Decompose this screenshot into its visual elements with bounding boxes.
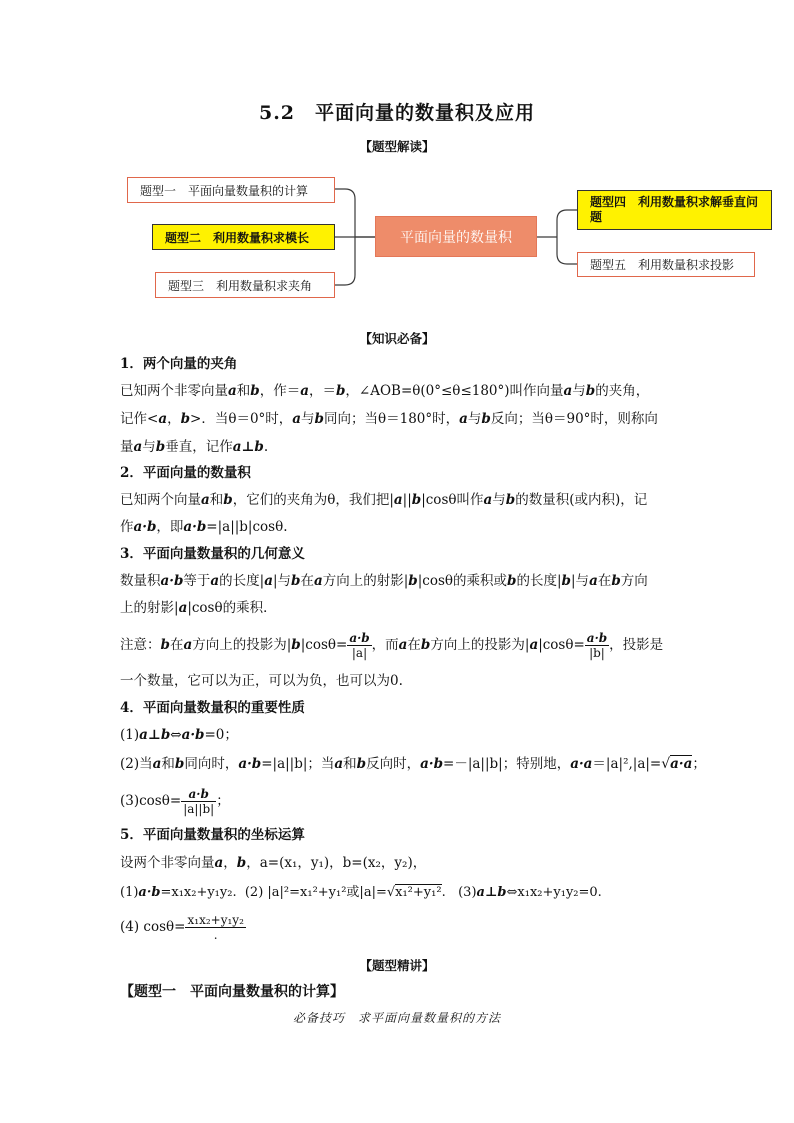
skill-caption: 必备技巧 求平面向量数量积的方法 — [292, 1011, 501, 1025]
mindmap-node-label: 题型五 利用数量积求投影 — [590, 258, 735, 272]
fraction-projection-b-on-a: $\frac{a\cdot b}{|a|}$ — [349, 631, 370, 660]
k5-line3: (4) cosθ= $\frac{\text{x₁x₂+y₁y₂}}{.}$ — [120, 913, 244, 942]
k1-line2: 记作<a，b>．当θ＝0°时，a与b同向；当θ＝180°时，a与b反向；当θ＝90°时，则称向 — [120, 411, 658, 427]
fraction-cos-theta: $\frac{a\cdot b}{|a||b|}$ — [183, 787, 215, 816]
k3-line1: 数量积a·b等于a的长度|a|与b在a方向上的射影|b|cosθ的乘积或b的长度|b|与a在b方向 — [120, 573, 648, 589]
k3-note: 注意：b在a方向上的投影为|b|cosθ= $\frac{a\cdot b}{|a|}$ ，而a在b方向上的投影为|a|cosθ= $\frac{a\cdot b}{|b|}$ ，投影是 — [120, 631, 664, 660]
mindmap-node-type2 — [152, 224, 335, 250]
mindmap-node-type3 — [155, 272, 335, 298]
mindmap-node-label: 题型二 利用数量积求模长 — [165, 230, 310, 245]
k5-line1: 设两个非零向量a，b，a=(x₁，y₁)，b=(x₂，y₂)， — [120, 855, 427, 871]
mindmap-node-label: 题型四 利用数量积求解垂直问题 — [590, 195, 759, 224]
k2-line2: 作a·b，即a·b=|a||b|cosθ. — [120, 519, 288, 535]
k4-prop3: (3)cosθ= $\frac{a\cdot b}{|a||b|}$ ； — [120, 787, 230, 816]
type1-heading: 【题型一 平面向量数量积的计算】 — [120, 984, 344, 1000]
mindmap-node-type5 — [577, 252, 755, 277]
k4-prop2: (2)当a和b同向时，a·b=|a||b|；当a和b反向时，a·b=－|a||b|；特别地，a·a＝|a|²,|a|=√a·a； — [120, 756, 706, 772]
k1-heading: 1．两个向量的夹角 — [120, 356, 238, 372]
page-title: 5.2 平面向量的数量积及应用 — [258, 102, 536, 124]
k3-heading: 3．平面向量数量积的几何意义 — [120, 546, 305, 562]
k4-prop1: (1)a⊥b⇔a·b=0； — [120, 727, 238, 743]
k3-note-line2: 一个数量，它可以为正，可以为负，也可以为0. — [120, 673, 403, 689]
right-bracket-line — [557, 210, 577, 264]
k2-line1: 已知两个向量a和b，它们的夹角为θ，我们把|a||b|cosθ叫作a与b的数量积(或内积)，记 — [120, 492, 648, 508]
mindmap-center-node — [375, 216, 537, 257]
k1-line1: 已知两个非零向量a和b，作＝a，＝b，∠AOB=θ(0°≤θ≤180°)叫作向量a与b的夹角， — [120, 383, 650, 399]
section-interpret-heading: 【题型解读】 — [359, 139, 435, 154]
k1-line3: 量a与b垂直，记作a⊥b. — [120, 439, 269, 455]
section-knowledge-heading: 【知识必备】 — [359, 331, 435, 346]
fraction-cos-coordinate: $\frac{\text{x₁x₂+y₁y₂}}{.}$ — [187, 913, 244, 942]
k3-line2: 上的射影|a|cosθ的乘积． — [120, 600, 277, 616]
k4-heading: 4．平面向量数量积的重要性质 — [120, 700, 305, 716]
mindmap-node-type1 — [127, 177, 335, 203]
k2-heading: 2．平面向量的数量积 — [120, 465, 251, 481]
mindmap-center-label: 平面向量的数量积 — [400, 229, 512, 246]
k5-line2: (1)a·b=x₁x₂+y₁y₂. (2) |a|²=x₁²+y₁²或|a|=√x₁²+y₁². (3)a⊥b⇔x₁x₂+y₁y₂=0. — [120, 885, 602, 900]
mindmap-node-label: 题型一 平面向量数量积的计算 — [140, 183, 309, 198]
mindmap-node-type4 — [577, 190, 772, 230]
k5-heading: 5．平面向量数量积的坐标运算 — [120, 827, 305, 843]
fraction-projection-a-on-b: $\frac{a\cdot b}{|b|}$ — [586, 631, 608, 660]
section-lecture-heading: 【题型精讲】 — [359, 958, 435, 973]
mindmap-node-label: 题型三 利用数量积求夹角 — [168, 278, 313, 293]
